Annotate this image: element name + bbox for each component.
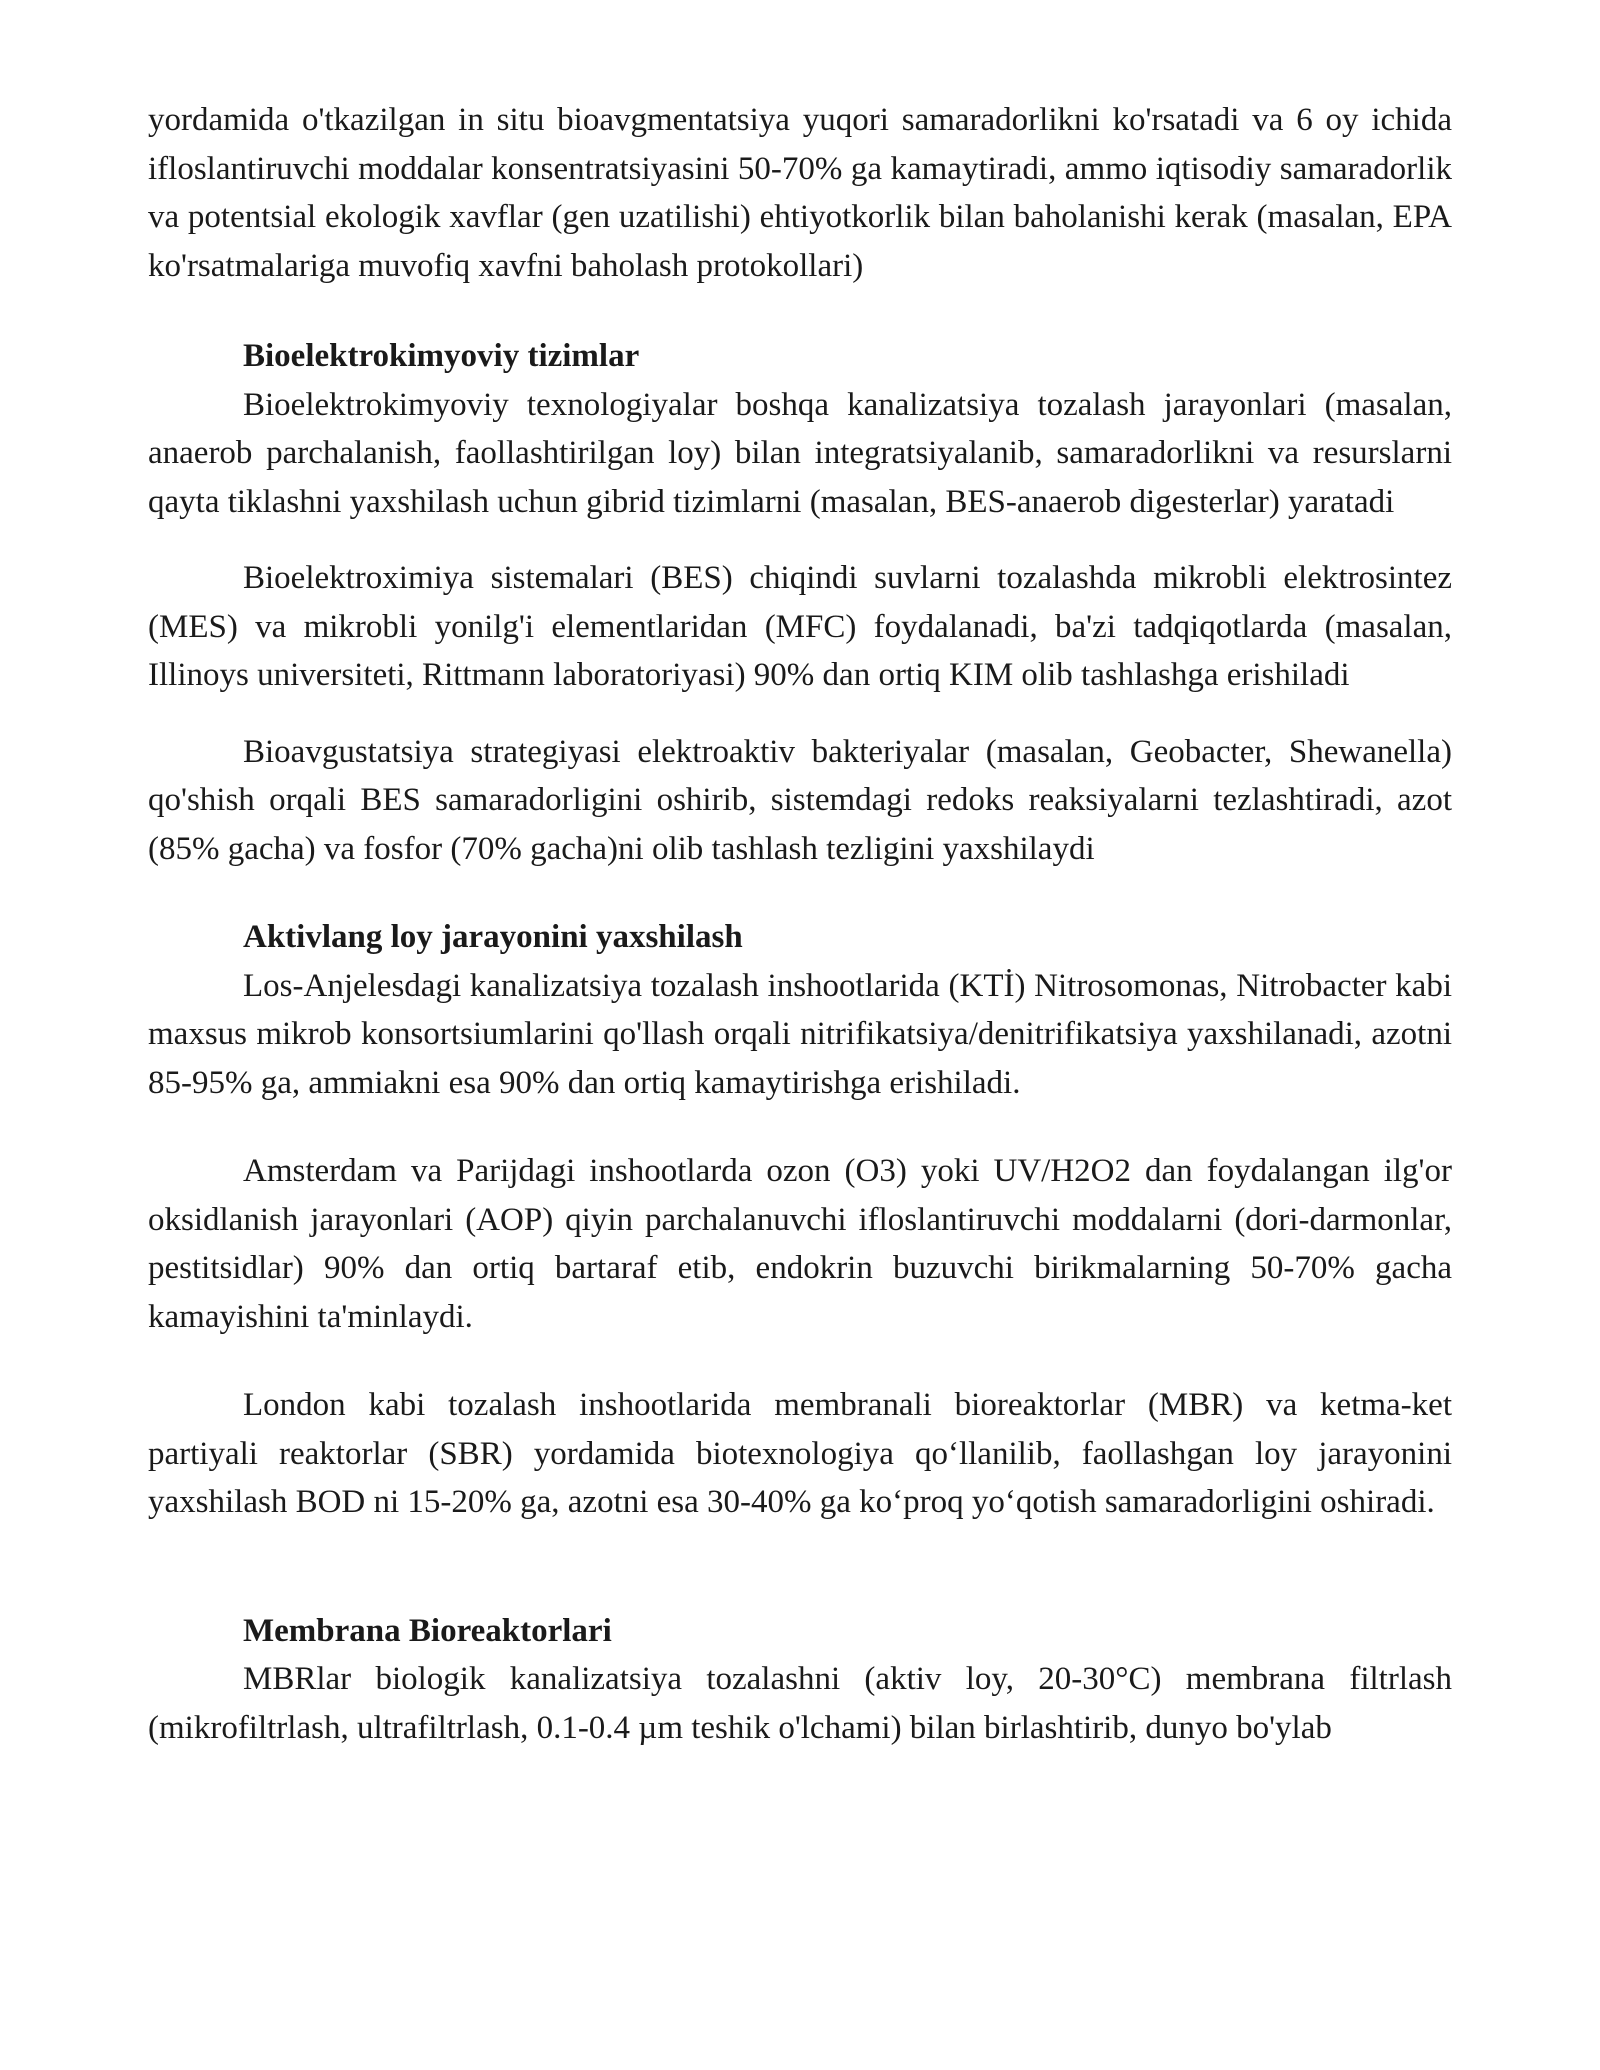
heading-membrane-bioreactors: Membrana Bioreaktorlari (243, 1612, 612, 1649)
heading-activated-sludge-improvement: Aktivlang loy jarayonini yaxshilash (243, 919, 743, 955)
paragraph-los-angeles-plants: Los-Anjelesdagi kanalizatsiya tozalash inshootlarida (KTİ) Nitrosomonas, Nitrobacter kabi maxsus mikrob konsortsiumlarini qo'llash orqali nitrifikatsiya/denitrifikatsiya yaxshilanadi, azotni 85-95% ga, ammiakni esa 90% dan ortiq kamaytirishga erishiladi. (148, 967, 1452, 1101)
paragraph-amsterdam-paris-aop: Amsterdam va Parijdagi inshootlarda ozon (O3) yoki UV/H2O2 dan foydalangan ilg'or oksidlanish jarayonlari (AOP) qiyin parchalanuvchi ifloslantiruvchi moddalarni (dori-darmonlar, pestitsidlar) 90% dan ortiq bartaraf etib, endokrin buzuvchi birikmalarning 50-70% gacha kamayishini ta'minlaydi. (148, 1153, 1452, 1335)
heading-bioelectrochemical-systems: Bioelektrokimyoviy tizimlar (243, 338, 640, 374)
paragraph-bioaugmentation-strategy: Bioavgustatsiya strategiyasi elektroaktiv bakteriyalar (masalan, Geobacter, Shewanella) qo'shish orqali BES samaradorligini oshirib, sistemdagi redoks reaksiyalarni tezlashtiradi, azot (85% gacha) va fosfor (70% gacha)ni olib tashlash tezligini yaxshilaydi (148, 733, 1452, 867)
paragraph-bioelectrochemical-integration: Bioelektrokimyoviy texnologiyalar boshqa kanalizatsiya tozalash jarayonlari (masalan, anaerob parchalanish, faollashtirilgan loy) bilan integratsiyalanib, samaradorlikni va resurslarni qayta tiklashni yaxshilash uchun gibrid tizimlarni (masalan, BES-anaerob digesterlar) yaratadi (148, 386, 1452, 520)
document-page (148, 96, 1452, 1752)
paragraph-mbr-description: MBRlar biologik kanalizatsiya tozalashni (aktiv loy, 20-30°C) membrana filtrlash (mikrofiltrlash, ultrafiltrlash, 0.1-0.4 µm teshik o'lchami) bilan birlashtirib, dunyo bo'ylab (148, 1661, 1452, 1746)
paragraph-bioaugmentation-continued: yordamida o'tkazilgan in situ bioavgmentatsiya yuqori samaradorlikni ko'rsatadi va 6 oy ichida ifloslantiruvchi moddalar konsentratsiyasini 50-70% ga kamaytiradi, ammo iqtisodiy samaradorlik va potentsial ekologik xavflar (gen uzatilishi) ehtiyotkorlik bilan baholanishi kerak (masalan, EPA ko'rsatmalariga muvofiq xavfni baholash protokollari) (148, 102, 1452, 284)
paragraph-london-mbr-sbr: London kabi tozalash inshootlarida membranali bioreaktorlar (MBR) va ketma-ket partiyali reaktorlar (SBR) yordamida biotexnologiya qo‘llanilib, faollashgan loy jarayonini yaxshilash BOD ni 15-20% ga, azotni esa 30-40% ga ko‘proq yo‘qotish samaradorligini oshiradi. (148, 1387, 1452, 1520)
paragraph-bes-treatment: Bioelektroximiya sistemalari (BES) chiqindi suvlarni tozalashda mikrobli elektrosintez (MES) va mikrobli yonilg'i elementlaridan (MFC) foydalanadi, ba'zi tadqiqotlarda (masalan, Illinoys universiteti, Rittmann laboratoriyasi) 90% dan ortiq KIM olib tashlashga erishiladi (148, 560, 1452, 693)
